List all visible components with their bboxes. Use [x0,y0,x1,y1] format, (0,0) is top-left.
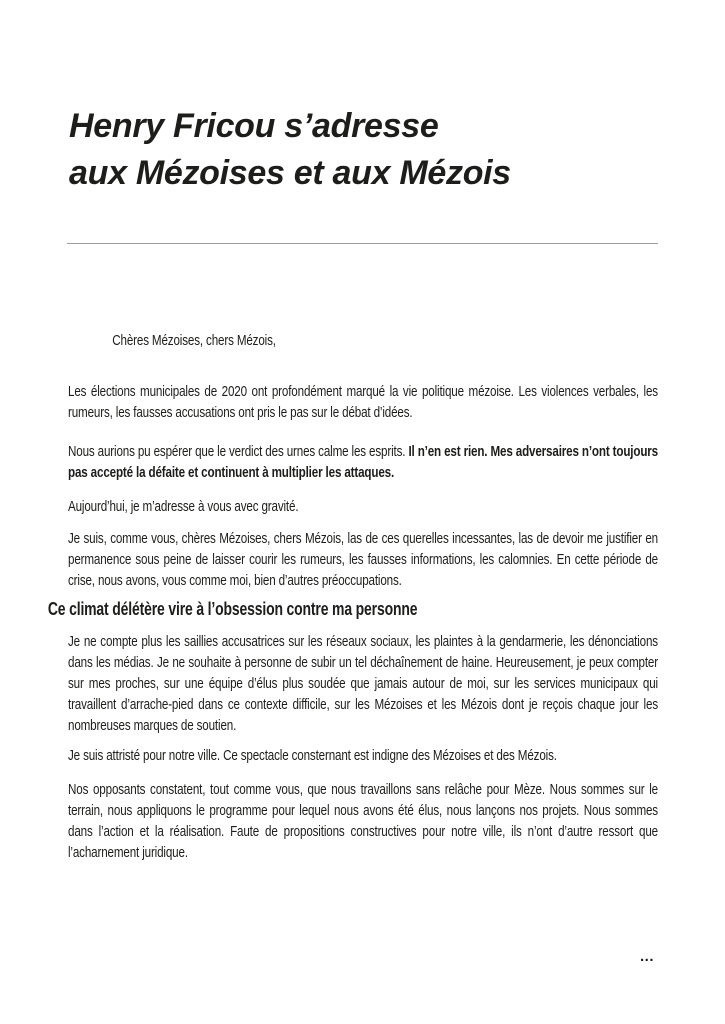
paragraph-attriste: Je suis attristé pour notre ville. Ce spectacle consternant est indigne des Mézoises et des Mézois. [68,747,557,764]
paragraph-verdict-regular: Nous aurions pu espérer que le verdict des urnes calme les esprits. [68,443,406,460]
continuation-mark: ... [640,948,655,965]
paragraph-opposants: Nos opposants constatent, tout comme vous, que nous travaillons sans relâche pour Mèze. Nous sommes sur le terrain, nous appliquons le programme pour lequel nous avons été élus, nous lançons nos projets. Nous sommes dans l’action et la réalisation. Faute de propositions constructives pour notre ville, ils n’ont d’autre ressort que l’acharnement juridique. [68,781,658,861]
paragraph-querelles: Je suis, comme vous, chères Mézoises, chers Mézois, las de ces querelles incessantes, las de devoir me justifier en permanence sous peine de laisser courir les rumeurs, les fausses informations, les calomnies. En cette période de crise, nous avons, vous comme moi, bien d’autres préoccupations. [68,530,658,589]
horizontal-divider [67,243,658,244]
article-title-line2: aux Mézoises et aux Mézois [69,154,511,192]
article-body [47,330,659,863]
paragraph-verdict-bold: Il n’en est rien. Mes adversaires n’ont toujours pas accepté la défaite et continuent à multiplier les attaques. [68,443,659,481]
paragraph-elections: Les élections municipales de 2020 ont profondément marqué la vie politique mézoise. Les violences verbales, les rumeurs, les fausses accusations ont pris le pas sur le débat d’idées. [68,383,658,421]
paragraph-verdict [68,441,658,483]
paragraph-gravite: Aujourd’hui, je m’adresse à vous avec gravité. [68,498,299,515]
article-title [69,103,511,197]
article-title-line1: Henry Fricou s’adresse [69,107,439,145]
salutation: Chères Mézoises, chers Mézois, [112,332,276,349]
section-heading: Ce climat délétère vire à l’obsession contre ma personne [47,599,418,619]
paragraph-soutien: Je ne compte plus les saillies accusatrices sur les réseaux sociaux, les plaintes à la gendarmerie, les dénonciations dans les médias. Je ne souhaite à personne de subir un tel déchaînement de haine. Heureusement, je peux compter sur mes proches, sur une équipe d’élus plus soudée que jamais autour de moi, sur les services municipaux qui travaillent d’arrache-pied dans ce contexte difficile, sur les Mézoises et les Mézois dont je reçois chaque jour les nombreuses marques de soutien. [68,633,658,734]
